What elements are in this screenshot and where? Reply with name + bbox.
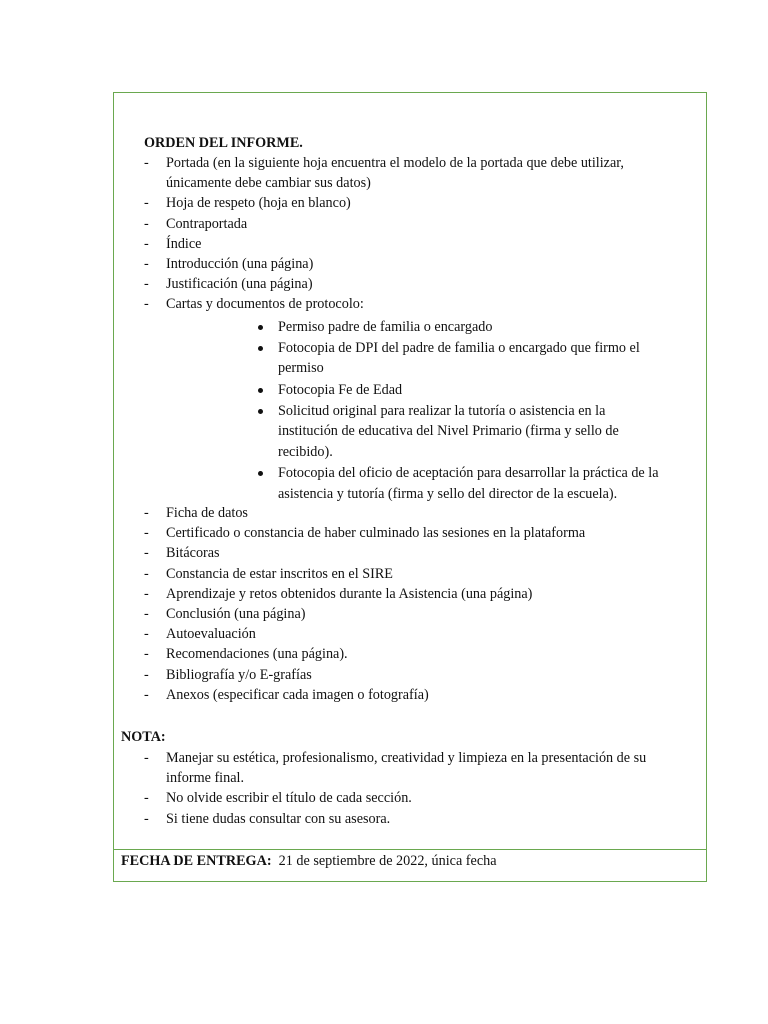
nota-item: - No olvide escribir el título de cada sección. — [143, 788, 683, 808]
delivery-date-row — [121, 851, 497, 881]
list-item: - Justificación (una página) — [143, 274, 683, 294]
bullet-item: Solicitud original para realizar la tutoría o asistencia en la institución de educativa del Nivel Primario (firma y sello de recibido). — [256, 401, 668, 463]
nota-item: - Si tiene dudas consultar con su asesora. — [143, 809, 683, 829]
protocol-documents-list — [256, 316, 668, 504]
nota-item: - Manejar su estética, profesionalismo, creatividad y limpieza en la presentación de su informe final. — [143, 748, 683, 788]
list-item: - Conclusión (una página) — [143, 604, 683, 624]
list-item: - Constancia de estar inscritos en el SIRE — [143, 564, 683, 584]
instructions-box — [113, 92, 707, 882]
list-item: - Cartas y documentos de protocolo: — [143, 294, 683, 314]
list-item: - Bitácoras — [143, 543, 683, 563]
delivery-date-label: FECHA DE ENTREGA: — [121, 853, 272, 869]
list-item: - Certificado o constancia de haber culminado las sesiones en la plataforma — [143, 523, 683, 543]
list-item: - Ficha de datos — [143, 503, 683, 523]
list-item: - Aprendizaje y retos obtenidos durante la Asistencia (una página) — [143, 584, 683, 604]
list-item: - Recomendaciones (una página). — [143, 644, 683, 664]
bullet-item: Fotocopia del oficio de aceptación para desarrollar la práctica de la asistencia y tutoría (firma y sello del director de la escuela). — [256, 463, 668, 504]
report-order-section — [114, 93, 706, 850]
delivery-date-value: 21 de septiembre de 2022, única fecha — [278, 853, 497, 869]
nota-label: NOTA: — [121, 729, 166, 745]
list-item: - Anexos (especificar cada imagen o fotografía) — [143, 685, 683, 705]
section-title: ORDEN DEL INFORME. — [144, 135, 303, 151]
bullet-item: Fotocopia de DPI del padre de familia o encargado que firmo el permiso — [256, 338, 668, 379]
list-item: - Bibliografía y/o E-grafías — [143, 665, 683, 685]
order-list — [143, 153, 683, 315]
nota-list — [143, 748, 683, 829]
order-list-continued — [143, 503, 683, 705]
list-item: - Índice — [143, 234, 683, 254]
list-item: - Introducción (una página) — [143, 254, 683, 274]
list-item: - Autoevaluación — [143, 624, 683, 644]
list-item: - Portada (en la siguiente hoja encuentra el modelo de la portada que debe utilizar, únicamente debe cambiar sus datos) — [143, 153, 683, 193]
bullet-item: Permiso padre de familia o encargado — [256, 317, 668, 338]
list-item: - Contraportada — [143, 214, 683, 234]
list-item: - Hoja de respeto (hoja en blanco) — [143, 193, 683, 213]
bullet-item: Fotocopia Fe de Edad — [256, 380, 668, 401]
